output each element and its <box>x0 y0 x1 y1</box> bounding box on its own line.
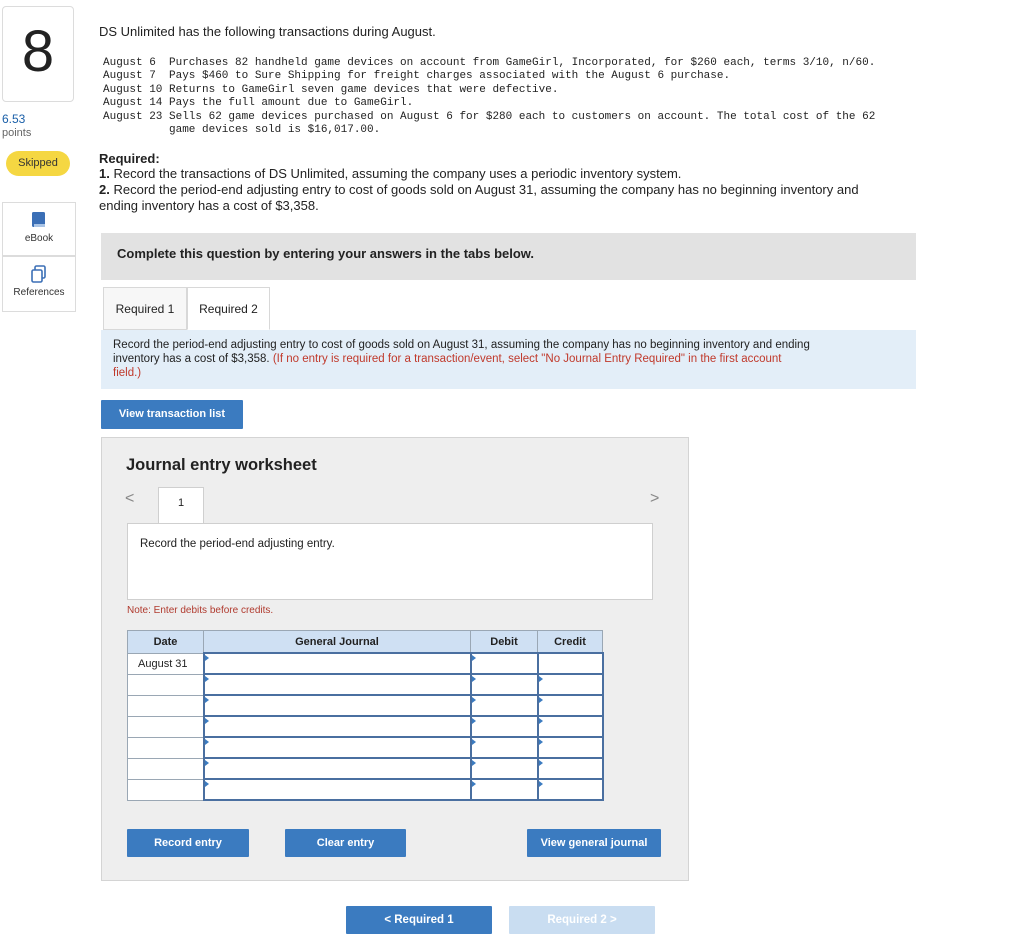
date-cell: August 31 <box>128 653 204 674</box>
credit-input[interactable] <box>538 695 603 716</box>
copy-icon <box>31 265 47 283</box>
view-general-journal-button[interactable]: View general journal <box>527 829 661 857</box>
banner-text: Complete this question by entering your answers in the tabs below. <box>117 246 535 261</box>
book-icon <box>31 211 47 229</box>
transaction-text: Returns to GameGirl seven game devices that were defective. <box>169 83 559 96</box>
transaction-row <box>103 70 875 83</box>
instruction-line-2 <box>113 352 904 366</box>
required-heading: Required: <box>99 151 160 166</box>
debit-input[interactable] <box>471 695 538 716</box>
transaction-row <box>103 124 875 137</box>
prev-required-button[interactable]: < Required 1 <box>346 906 492 934</box>
credit-input[interactable] <box>538 758 603 779</box>
account-input[interactable] <box>204 779 471 800</box>
date-cell <box>128 779 204 800</box>
instruction-banner <box>101 233 916 280</box>
clear-entry-button[interactable]: Clear entry <box>285 829 406 857</box>
account-input[interactable] <box>204 716 471 737</box>
transaction-date: August 6 <box>103 57 156 69</box>
tab-instruction <box>101 330 916 389</box>
column-header-date: Date <box>128 631 204 654</box>
column-header-credit: Credit <box>538 631 603 654</box>
date-cell <box>128 695 204 716</box>
transaction-row <box>103 97 875 110</box>
requirement-2-continued: ending inventory has a cost of $3,358. <box>99 198 319 213</box>
transaction-text: Pays $460 to Sure Shipping for freight charges associated with the August 6 purchase. <box>169 70 731 83</box>
table-row <box>128 716 603 737</box>
account-input[interactable] <box>204 758 471 779</box>
references-label: References <box>13 287 65 298</box>
points-label: points <box>2 127 32 139</box>
requirement-1 <box>99 166 919 182</box>
ebook-link[interactable] <box>2 202 76 256</box>
credit-input[interactable] <box>538 653 603 674</box>
table-row <box>128 779 603 800</box>
record-entry-button[interactable]: Record entry <box>127 829 249 857</box>
ebook-label: eBook <box>24 233 54 244</box>
worksheet-title: Journal entry worksheet <box>126 456 317 474</box>
points-value: 6.53 <box>2 112 26 126</box>
column-header-general-journal: General Journal <box>204 631 471 654</box>
debit-input[interactable] <box>471 674 538 695</box>
credit-input[interactable] <box>538 779 603 800</box>
transaction-row <box>103 84 875 97</box>
account-input[interactable] <box>204 674 471 695</box>
instruction-text-cont: inventory has a cost of $3,358. <box>113 353 270 365</box>
date-cell <box>128 716 204 737</box>
table-row <box>128 674 603 695</box>
requirement-number: 1. <box>99 166 110 181</box>
credit-input[interactable] <box>538 716 603 737</box>
question-intro: DS Unlimited has the following transactions during August. <box>99 24 436 39</box>
debit-input[interactable] <box>471 779 538 800</box>
credit-input[interactable] <box>538 737 603 758</box>
account-input[interactable] <box>204 653 471 674</box>
date-cell <box>128 758 204 779</box>
account-input[interactable] <box>204 737 471 758</box>
transaction-date: August 23 <box>103 110 163 123</box>
entry-description: Record the period-end adjusting entry. <box>140 538 335 550</box>
debit-input[interactable] <box>471 653 538 674</box>
debit-input[interactable] <box>471 716 538 737</box>
prev-entry-arrow-icon[interactable]: < <box>125 490 135 507</box>
table-row <box>128 737 603 758</box>
requirement-2 <box>99 182 919 198</box>
debit-credit-note: Note: Enter debits before credits. <box>127 605 274 616</box>
table-row <box>128 695 603 716</box>
instruction-note: (If no entry is required for a transaction/event, select "No Journal Entry Required" in the first account <box>272 353 782 365</box>
credit-input[interactable] <box>538 674 603 695</box>
next-entry-arrow-icon[interactable]: > <box>650 490 660 507</box>
entry-page-tab[interactable]: 1 <box>158 487 204 525</box>
question-number: 8 <box>21 19 55 84</box>
transaction-date <box>103 124 169 137</box>
instruction-note-cont: field.) <box>113 367 142 379</box>
transaction-date: August 7 <box>103 70 156 83</box>
debit-input[interactable] <box>471 737 538 758</box>
date-cell <box>128 737 204 758</box>
account-input[interactable] <box>204 695 471 716</box>
requirement-number: 2. <box>99 182 110 197</box>
journal-entry-table <box>127 630 604 801</box>
transaction-text: Purchases 82 handheld game devices on account from GameGirl, Incorporated, for $260 each, terms 3/10, n/60. <box>169 57 876 69</box>
tab-required-1[interactable]: Required 1 <box>103 287 187 330</box>
debit-input[interactable] <box>471 758 538 779</box>
date-cell <box>128 674 204 695</box>
entry-description-box <box>127 523 653 600</box>
view-transaction-list-button[interactable]: View transaction list <box>101 400 243 429</box>
table-row <box>128 758 603 779</box>
table-row <box>128 653 603 674</box>
column-header-debit: Debit <box>471 631 538 654</box>
tab-required-2[interactable]: Required 2 <box>187 287 270 330</box>
transaction-text: Pays the full amount due to GameGirl. <box>169 97 414 110</box>
transaction-date: August 10 <box>103 83 163 96</box>
transaction-row <box>103 111 875 124</box>
transaction-text: game devices sold is $16,017.00. <box>169 124 381 137</box>
transaction-text: Sells 62 game devices purchased on August 6 for $280 each to customers on account. The total cost of the 62 <box>169 110 876 123</box>
transaction-list <box>103 57 875 137</box>
instruction-text: Record the period-end adjusting entry to cost of goods sold on August 31, assuming the company has no beginning inventory and ending <box>113 339 810 351</box>
references-link[interactable] <box>2 256 76 312</box>
status-badge: Skipped <box>6 151 70 176</box>
question-number-box <box>2 6 74 102</box>
next-required-button: Required 2 > <box>509 906 655 934</box>
requirement-text: Record the period-end adjusting entry to cost of goods sold on August 31, assuming the company has no beginning inventory and <box>113 182 859 197</box>
transaction-row <box>103 57 875 70</box>
requirement-text: Record the transactions of DS Unlimited, assuming the company uses a periodic inventory system. <box>113 166 682 181</box>
transaction-date: August 14 <box>103 97 163 110</box>
